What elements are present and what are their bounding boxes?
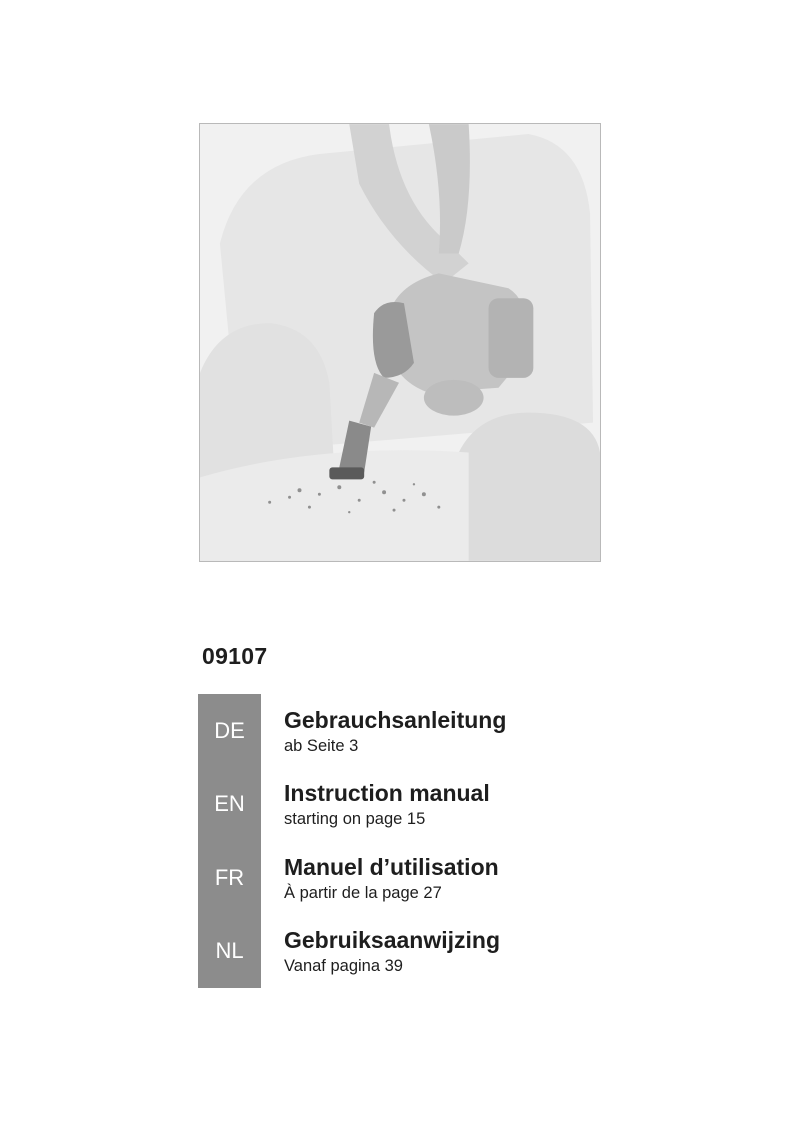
language-entry-en xyxy=(0,769,802,829)
model-number: 09107 xyxy=(202,643,268,669)
language-entry-fr xyxy=(0,843,802,903)
manual-title: Manuel d’utilisation xyxy=(284,854,499,880)
manual-title: Gebruiksaanwijzing xyxy=(284,927,500,953)
language-code: FR xyxy=(214,865,245,890)
language-entry-de xyxy=(0,696,802,756)
language-code: EN xyxy=(214,791,245,816)
manual-title: Instruction manual xyxy=(284,780,490,806)
manual-page-reference: Vanaf pagina 39 xyxy=(284,957,403,975)
manual-page-reference: À partir de la page 27 xyxy=(284,884,442,902)
cover-photo xyxy=(199,123,601,562)
manual-title: Gebrauchsanleitung xyxy=(284,707,507,733)
language-code: NL xyxy=(215,938,244,963)
language-code: DE xyxy=(214,718,245,743)
language-entry-nl xyxy=(0,916,802,976)
manual-page-reference: starting on page 15 xyxy=(284,810,426,828)
handheld-vacuum-on-armchair-illustration xyxy=(200,124,600,561)
manual-page-reference: ab Seite 3 xyxy=(284,737,359,755)
